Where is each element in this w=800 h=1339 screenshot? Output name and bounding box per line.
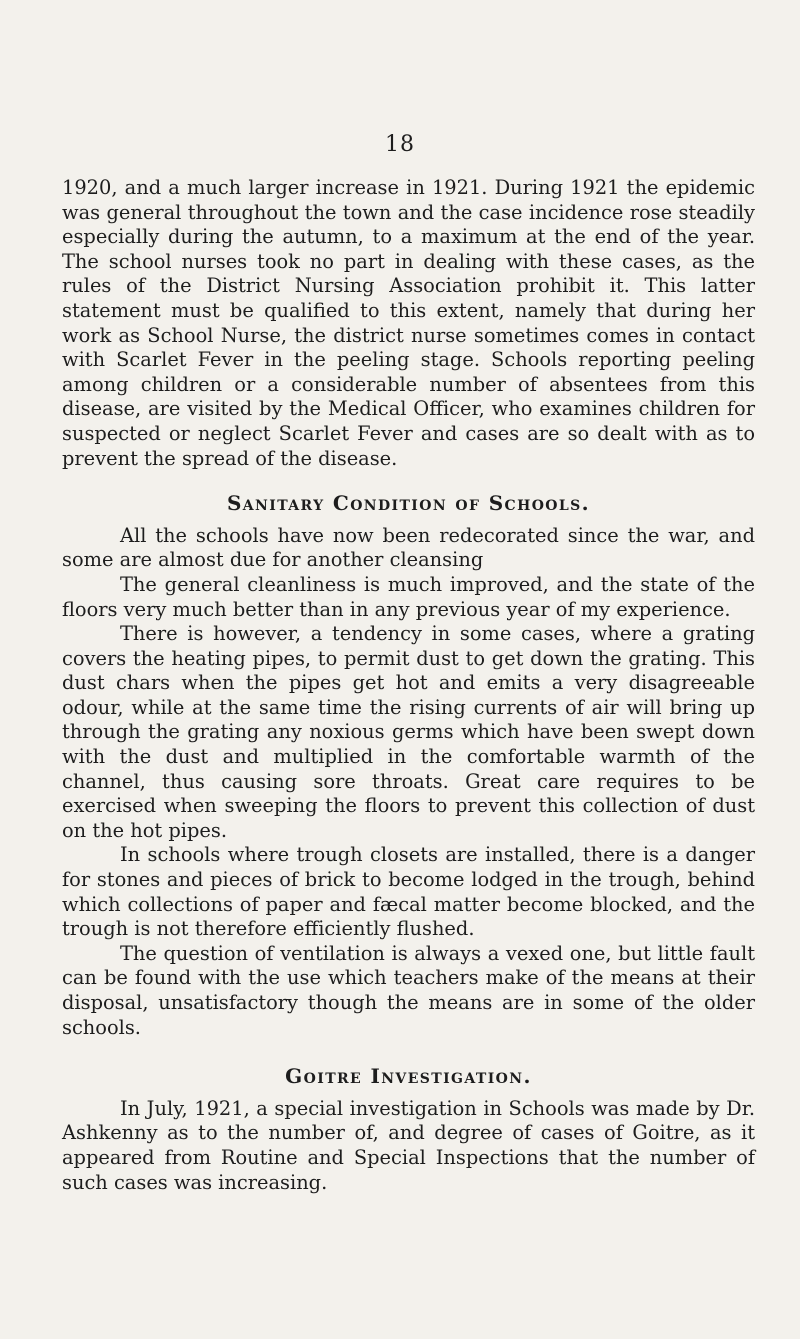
- page-number: 18: [385, 132, 415, 157]
- paragraph-ventilation: The question of ventilation is always a vexed one, but little fault can be found with the use which teachers make of the means at their disposal, unsatisfactory though the means are in some of the older schools.: [62, 941, 755, 1039]
- body-text: [62, 176, 755, 1195]
- paragraph-goitre: In July, 1921, a special investigation in Schools was made by Dr. Ashkenny as to the number of, and degree of cases of Goitre, as it appeared from Routine and Special Inspections that the number of such cases was increasing.: [62, 1096, 755, 1194]
- paragraph-trough-closets: In schools where trough closets are installed, there is a danger for stones and pieces of brick to become lodged in the trough, behind which collections of paper and fæcal matter become blocked, and the trough is not therefore efficiently flushed.: [62, 843, 755, 941]
- paragraph-scarlet-fever: 1920, and a much larger increase in 1921. During 1921 the epidemic was general throughout the town and the case incidence rose steadily especially during the autumn, to a maximum at the end of the year. The school nurses took no part in dealing with these cases, as the rules of the District Nursing Association prohibit it. This latter statement must be qualified to this extent, namely that during her work as School Nurse, the district nurse sometimes comes in contact with Scarlet Fever in the peeling stage. Schools reporting peeling among children or a considerable number of absentees from this disease, are visited by the Medical Officer, who examines children for suspected or neglect Scarlet Fever and cases are so dealt with as to prevent the spread of the disease.: [62, 176, 755, 470]
- paragraph-grating-dust: There is however, a tendency in some cases, where a grating covers the heating pipes, to permit dust to get down the grating. This dust chars when the pipes get hot and emits a very disagreeable odour, while at the same time the rising currents of air will bring up through the grating any noxious germs which have been swept down with the dust and multiplied in the comfortable warmth of the channel, thus causing sore throats. Great care requires to be exercised when sweeping the floors to prevent this collection of dust on the hot pipes.: [62, 622, 755, 842]
- paragraph-redecorated: All the schools have now been redecorated since the war, and some are almost due for another cleansing: [62, 523, 755, 572]
- paragraph-cleanliness: The general cleanliness is much improved, and the state of the floors very much better than in any previous year of my experience.: [62, 572, 755, 621]
- heading-goitre-investigation: Goitre Investigation.: [285, 1064, 532, 1089]
- heading-sanitary-condition: Sanitary Condition of Schools.: [226, 491, 591, 516]
